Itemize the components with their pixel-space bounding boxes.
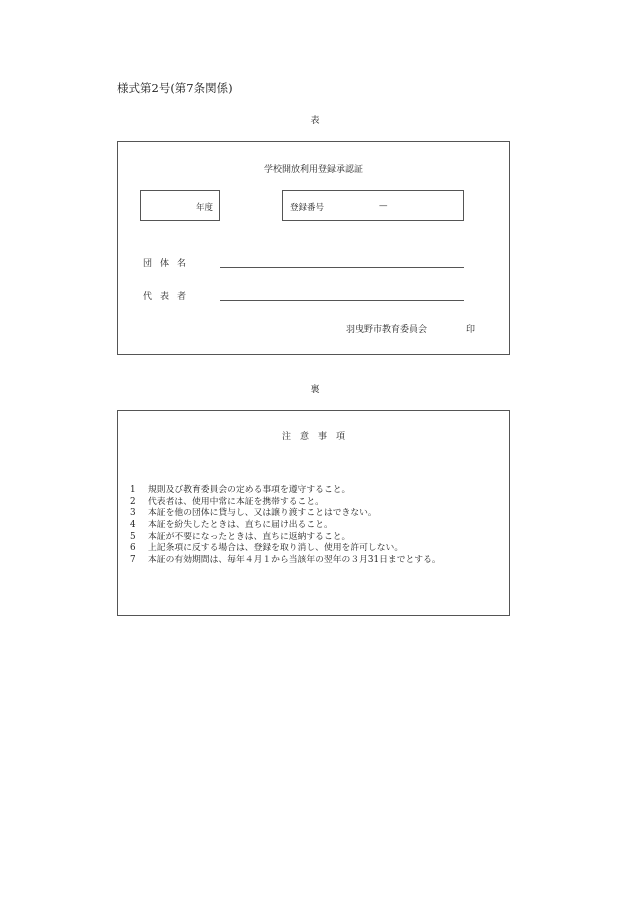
registration-number-dash: — [379,201,388,211]
seal-mark: 印 [466,325,476,335]
list-item: 2 代表者は、使用中常に本証を携帯すること。 [130,496,324,507]
registration-number-label: 登録番号 [290,203,325,213]
notice-title: 注意事項 [281,432,354,442]
back-card [117,410,510,616]
card-title: 学校開放利用登録承認証 [263,165,363,175]
list-item: 3 本証を他の団体に貸与し、又は譲り渡すことはできない。 [130,508,377,519]
group-name-label: 団体名 [143,259,195,269]
list-item: 4 本証を紛失したときは、直ちに届け出ること。 [130,520,333,531]
registration-number-box [282,190,464,221]
year-label: 年度 [195,203,213,213]
year-box [140,190,220,221]
issuer-name: 羽曳野市教育委員会 [346,325,428,335]
front-card [117,141,510,355]
representative-label: 代表者 [143,292,195,302]
representative-line [220,300,464,301]
rules-list [130,485,441,567]
form-title: 様式第2号(第7条関係) [117,81,233,95]
front-side-label: 表 [310,116,320,126]
list-item: 7 本証の有効期間は、毎年４月１から当該年の翌年の３月31日までとする。 [130,555,441,566]
back-side-label: 裏 [310,385,320,395]
list-item: 1 規則及び教育委員会の定める事項を遵守すること。 [130,485,351,495]
list-item: 6 上記条項に反する場合は、登録を取り消し、使用を許可しない。 [130,543,404,554]
group-name-line [220,267,464,268]
list-item: 5 本証が不要になったときは、直ちに返納すること。 [130,531,351,542]
